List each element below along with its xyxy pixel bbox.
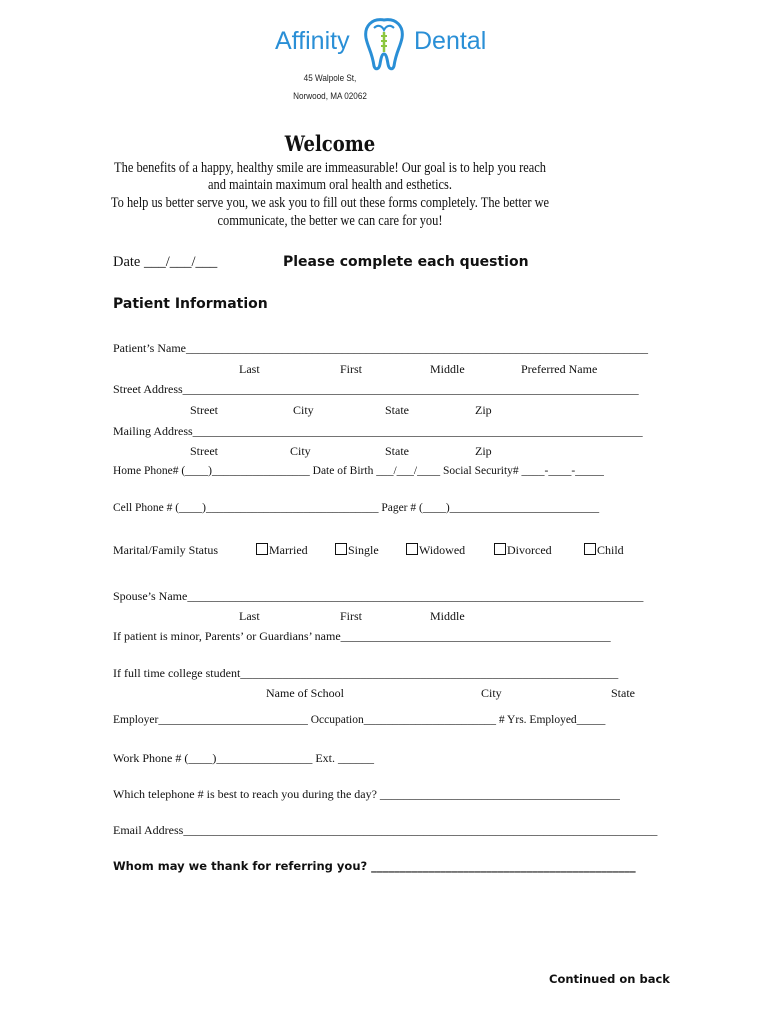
intro-line-4: communicate, the better we can care for you! (217, 213, 443, 229)
welcome-title: Welcome (284, 131, 376, 156)
label-zip: Zip (475, 403, 492, 417)
single-checkbox[interactable] (335, 543, 347, 555)
married-checkbox[interactable] (256, 543, 268, 555)
child-label: Child (597, 543, 624, 557)
mailing-address-field[interactable]: Mailing Address___________________________________________________________________________ (113, 424, 643, 438)
label-last: Last (239, 362, 260, 376)
employer-field[interactable]: Employer__________________________ Occupation_______________________ # Yrs. Employed_____ (113, 714, 606, 726)
date-field[interactable]: Date ___/___/___ (113, 254, 218, 270)
spouse-name-field[interactable]: Spouse’s Name____________________________________________________________________________ (113, 589, 644, 603)
brand-name-left: Affinity (275, 27, 350, 55)
divorced-checkbox[interactable] (494, 543, 506, 555)
divorced-label: Divorced (507, 543, 552, 557)
married-option[interactable] (256, 543, 308, 558)
spouse-label-last: Last (239, 609, 260, 623)
complete-note: Please complete each question (283, 254, 529, 270)
label-mailing-zip: Zip (475, 444, 492, 458)
widowed-option[interactable] (406, 543, 465, 558)
widowed-checkbox[interactable] (406, 543, 418, 555)
marital-status-label: Marital/Family Status (113, 543, 218, 557)
best-phone-field[interactable]: Which telephone # is best to reach you during the day? ________________________________________ (113, 787, 620, 801)
label-school-state: State (611, 686, 635, 700)
child-checkbox[interactable] (584, 543, 596, 555)
married-label: Married (269, 543, 308, 557)
intro-line-2: and maintain maximum oral health and esthetics. (207, 177, 453, 193)
divorced-option[interactable] (494, 543, 552, 558)
label-city: City (293, 403, 314, 417)
label-first: First (340, 362, 363, 376)
address-line-2: Norwood, MA 02062 (293, 91, 367, 102)
continued-note: Continued on back (549, 972, 670, 986)
address-line-1: 45 Walpole St, (303, 73, 357, 84)
label-middle: Middle (430, 362, 465, 376)
intro-line-3: To help us better serve you, we ask you to fill out these forms completely. The better we (110, 195, 550, 211)
street-address-field[interactable]: Street Address____________________________________________________________________________ (113, 382, 639, 396)
referral-field[interactable]: Whom may we thank for referring you? ______________________________________________ (113, 859, 636, 873)
email-field[interactable]: Email Address_______________________________________________________________________________ (113, 823, 658, 837)
label-school-city: City (481, 686, 502, 700)
home-phone-dob-ssn-field[interactable]: Home Phone# (____)_________________ Date of Birth ___/___/____ Social Security# ____-____-_____ (113, 465, 604, 477)
spouse-label-middle: Middle (430, 609, 465, 623)
intro-line-1: The benefits of a happy, healthy smile are immeasurable! Our goal is to help you reach (114, 160, 546, 176)
brand-name-right: Dental (414, 27, 487, 55)
widowed-label: Widowed (419, 543, 466, 557)
work-phone-field[interactable]: Work Phone # (____)________________ Ext. ______ (113, 751, 375, 765)
guardian-name-field[interactable]: If patient is minor, Parents’ or Guardians’ name_____________________________________________ (113, 629, 611, 643)
label-school-name: Name of School (266, 686, 344, 700)
single-label: Single (348, 543, 379, 557)
label-mailing-state: State (385, 444, 409, 458)
patient-name-field[interactable]: Patient’s Name_____________________________________________________________________________ (113, 341, 648, 355)
tooth-logo-icon (360, 16, 408, 72)
label-mailing-city: City (290, 444, 311, 458)
single-option[interactable] (335, 543, 379, 558)
label-state: State (385, 403, 409, 417)
label-preferred-name: Preferred Name (521, 362, 598, 376)
college-student-field[interactable]: If full time college student_______________________________________________________________ (113, 666, 619, 680)
spouse-label-first: First (340, 609, 363, 623)
child-option[interactable] (584, 543, 624, 558)
label-street: Street (190, 403, 218, 417)
label-mailing-street: Street (190, 444, 218, 458)
section-title-patient-info: Patient Information (113, 296, 268, 312)
cell-pager-field[interactable]: Cell Phone # (____)______________________________ Pager # (____)__________________________ (113, 502, 600, 514)
